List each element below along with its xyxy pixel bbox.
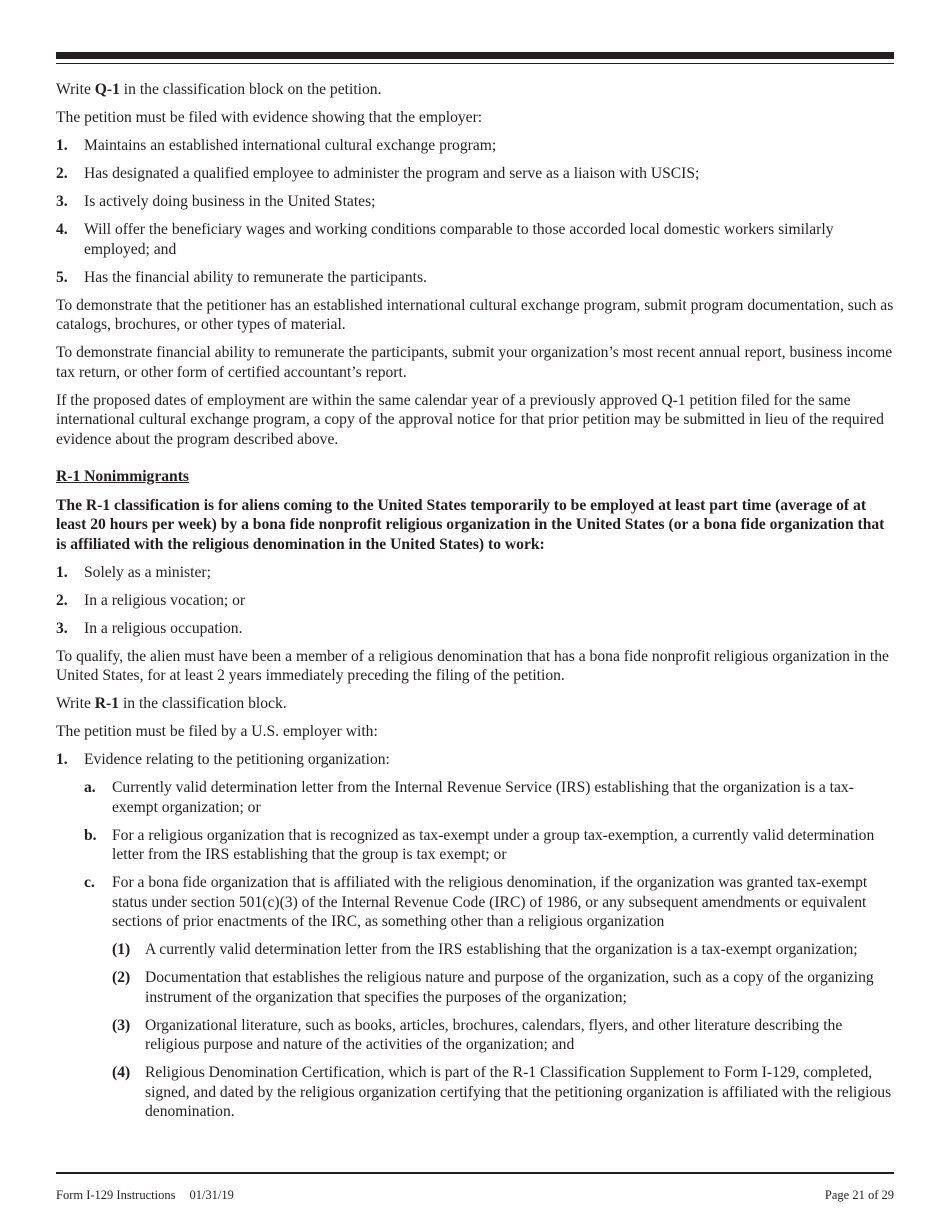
r1-write-instruction: Write R-1 in the classification block. — [56, 695, 287, 712]
page-footer — [56, 1186, 894, 1206]
q1-list-item: 2. Has designated a qualified employee to administer the program and serve as a liaison with USCIS; — [56, 165, 700, 182]
r1-sub-item: c. For a bona fide organization that is affiliated with the religious denomination, if the organization was granted tax-exempt status under section 501(c)(3) of the Internal Revenue Code (IRC) of 1986, or any subsequent amendments or equivalent sections of prior enactments of the IRC, as something other than a religious organization — [84, 874, 868, 930]
footer-page-number: Page 21 of 29 — [824, 1188, 894, 1202]
q1-list-item: 4. Will offer the beneficiary wages and working conditions comparable to those accorded local domestic workers similarly employed; and — [56, 221, 834, 258]
r1-section-heading: R-1 Nonimmigrants — [56, 468, 189, 485]
footer-rule — [56, 1172, 894, 1174]
footer-form-info — [56, 1186, 234, 1206]
q1-list-item: 1. Maintains an established international cultural exchange program; — [56, 137, 497, 154]
top-rule-thin — [56, 63, 894, 64]
r1-filed-by: The petition must be filed by a U.S. employer with: — [56, 723, 378, 740]
footer-form-date: 01/31/19 — [189, 1188, 234, 1202]
r1-list-item: 2. In a religious vocation; or — [56, 591, 246, 609]
footer-form-name: Form I-129 Instructions — [56, 1188, 176, 1202]
r1-list-item: 3. In a religious occupation. — [56, 619, 243, 637]
r1-subsub-item: (2) Documentation that establishes the religious nature and purpose of the organization, such as a copy of the organizing instrument of the organization that specifies the purposes of the organization; — [112, 969, 874, 1006]
r1-list-item: 1. Solely as a minister; — [56, 563, 211, 581]
r1-evidence-item: 1. Evidence relating to the petitioning organization: — [56, 751, 390, 768]
page-content — [56, 80, 896, 1130]
top-rule-thick — [56, 52, 894, 59]
r1-subsub-item: (1) A currently valid determination letter from the IRS establishing that the organization is a tax-exempt organization; — [112, 941, 858, 958]
q1-list-item: 5. Has the financial ability to remunerate the participants. — [56, 268, 427, 286]
r1-qualify-paragraph: To qualify, the alien must have been a member of a religious denomination that has a bona fide nonprofit religious organization in the United States, for at least 2 years immediately preceding the filing of the petition. — [56, 647, 889, 684]
r1-sub-item: a. Currently valid determination letter from the Internal Revenue Service (IRS) establishing that the organization is a tax-exempt organization; or — [84, 779, 854, 816]
r1-sub-item: b. For a religious organization that is recognized as tax-exempt under a group tax-exemption, a currently valid determination letter from the IRS establishing that the group is tax exempt; or — [84, 826, 875, 863]
r1-bold-intro: The R-1 classification is for aliens coming to the United States temporarily to be employed at least part time (average of at least 20 hours per week) by a bona fide nonprofit religious organization in the United States (or a bona fide organization that is affiliated with the religious denomination in the United States) to work: — [56, 496, 885, 553]
q1-paragraph-program: To demonstrate that the petitioner has an established international cultural exchange program, submit program documentation, such as catalogs, brochures, or other types of material. — [56, 296, 894, 333]
q1-write-instruction: Write Q-1 in the classification block on the petition. — [56, 81, 382, 98]
r1-subsub-item: (4) Religious Denomination Certification, which is part of the R-1 Classification Supplement to Form I-129, completed, signed, and dated by the religious organization certifying that the petitioning organization is affiliated with the religious denomination. — [112, 1064, 892, 1120]
q1-intro: The petition must be filed with evidence showing that the employer: — [56, 109, 483, 126]
r1-subsub-item: (3) Organizational literature, such as books, articles, brochures, calendars, flyers, and other literature describing the religious purpose and nature of the activities of the organization; and — [112, 1016, 843, 1053]
q1-paragraph-financial: To demonstrate financial ability to remunerate the participants, submit your organization’s most recent annual report, business income tax return, or other form of certified accountant’s report. — [56, 344, 893, 381]
q1-paragraph-prior-petition: If the proposed dates of employment are within the same calendar year of a previously approved Q-1 petition filed for the same international cultural exchange program, a copy of the approval notice for that prior petition may be submitted in lieu of the required evidence about the program described above. — [56, 391, 884, 448]
q1-list-item: 3. Is actively doing business in the United States; — [56, 193, 376, 210]
